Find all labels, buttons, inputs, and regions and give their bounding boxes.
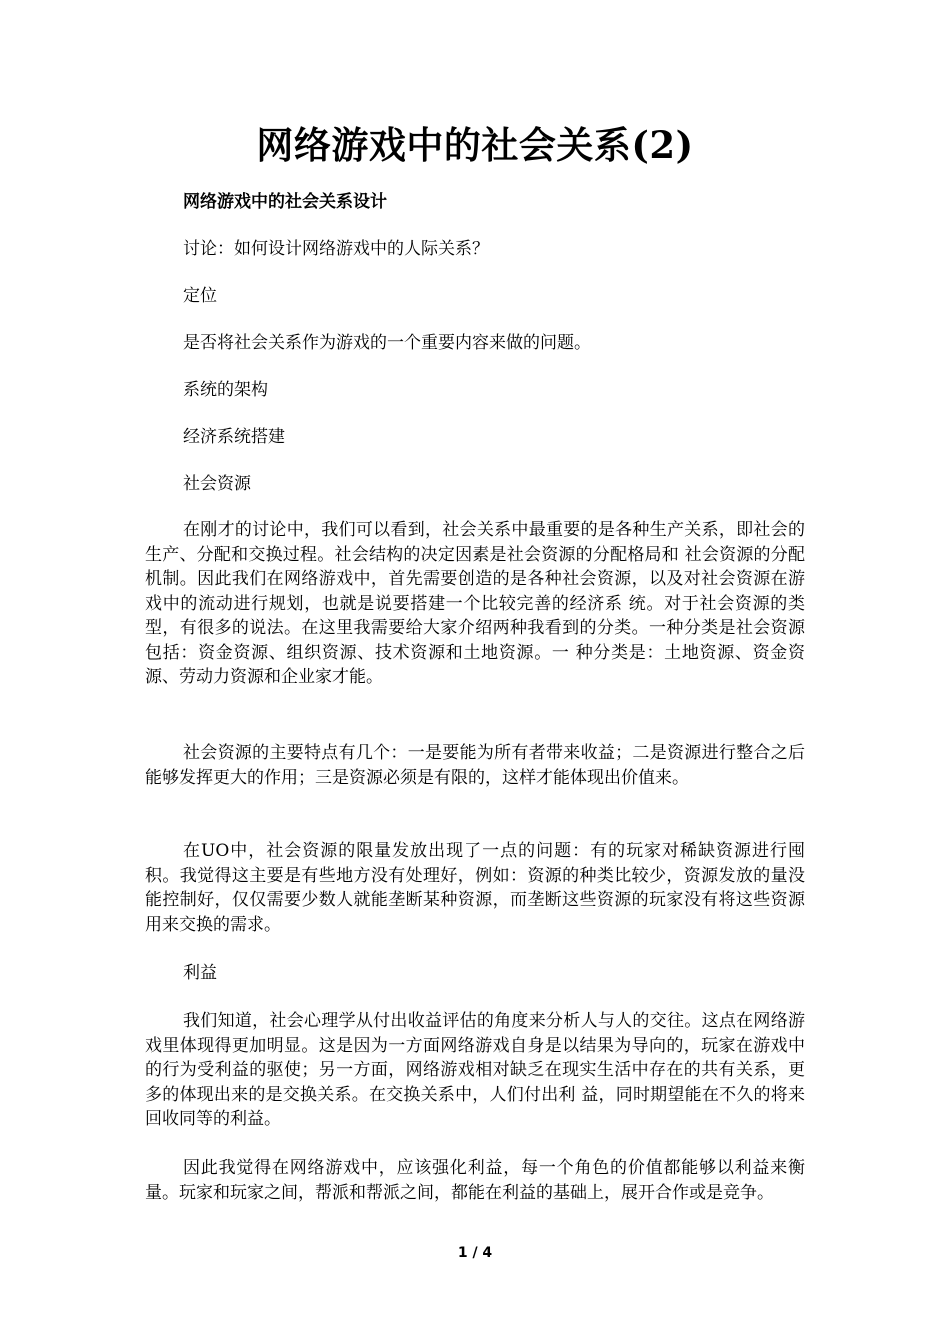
paragraph-4: 我们知道，社会心理学从付出收益评估的角度来分析人与人的交往。这点在网络游戏里体现得更加明显。这是因为一方面网络游戏自身是以结果为导向的，玩家在游戏中的行为受利益的驱使；另一方面，网络游戏相对缺乏在现实生活中存在的共有关系，更多的体现出来的是交换关系。在交换关系中，人们付出利 益，同时期望能在不久的将来回收同等的利益。 <box>145 1011 805 1129</box>
heading-architecture: 系统的架构 <box>183 380 268 400</box>
paragraph-2: 社会资源的主要特点有几个：一是要能为所有者带来收益；二是资源进行整合之后能够发挥更大的作用；三是资源必须是有限的，这样才能体现出价值来。 <box>145 743 805 788</box>
paragraph-1: 在刚才的讨论中，我们可以看到，社会关系中最重要的是各种生产关系，即社会的生产、分配和交换过程。社会结构的决定因素是社会资源的分配格局和 社会资源的分配机制。因此我们在网络游戏中，首先需要创造的是各种社会资源，以及对社会资源在游戏中的流动进行规划，也就是说要搭建一个比较完善的经济系 统。对于社会资源的类型，有很多的说法。在这里我需要给大家介绍两种我看到的分类。一种分类是社会资源包括：资金资源、组织资源、技术资源和土地资源。一 种分类是：土地资源、资金资源、劳动力资源和企业家才能。 <box>145 520 805 687</box>
heading-positioning: 定位 <box>183 286 217 306</box>
document-title: 网络游戏中的社会关系(2) <box>256 123 694 167</box>
section-heading: 网络游戏中的社会关系设计 <box>183 192 387 212</box>
paragraph-5: 因此我觉得在网络游戏中，应该强化利益，每一个角色的价值都能够以利益来衡量。玩家和玩家之间，帮派和帮派之间，都能在利益的基础上，展开合作或是竞争。 <box>145 1158 805 1203</box>
heading-benefit: 利益 <box>183 963 217 983</box>
heading-economy: 经济系统搭建 <box>183 427 285 447</box>
paragraph-3: 在UO中，社会资源的限量发放出现了一点的问题：有的玩家对稀缺资源进行囤积。我觉得这主要是有些地方没有处理好，例如：资源的种类比较少，资源发放的量没能控制好，仅仅需要少数人就能垄断某种资源，而垄断这些资源的玩家没有将这些资源用来交换的需求。 <box>145 841 805 935</box>
page-number: 1 / 4 <box>457 1245 493 1261</box>
discussion-line: 讨论：如何设计网络游戏中的人际关系？ <box>183 239 489 259</box>
positioning-text: 是否将社会关系作为游戏的一个重要内容来做的问题。 <box>183 333 591 353</box>
heading-social-resources: 社会资源 <box>183 474 251 494</box>
